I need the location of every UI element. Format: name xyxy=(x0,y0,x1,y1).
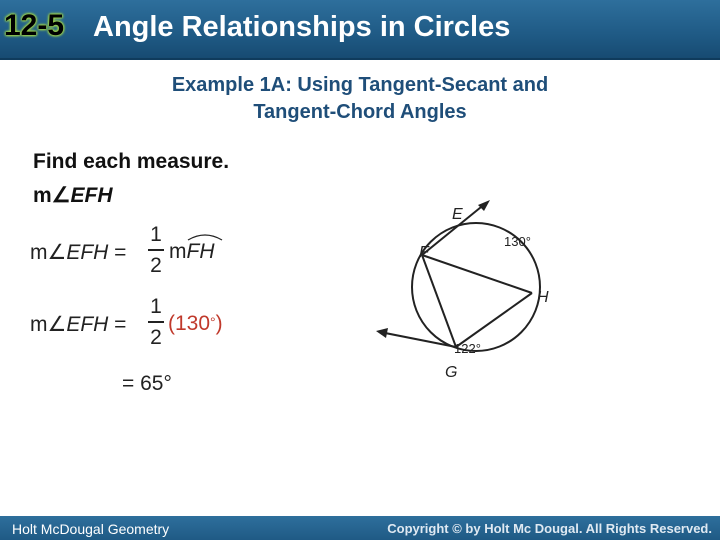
step2-equals: = xyxy=(114,313,127,336)
step2-m: m xyxy=(30,313,48,336)
angle-name: EFH xyxy=(70,184,113,207)
label-F: F xyxy=(419,244,429,261)
footer-bar xyxy=(0,516,720,540)
step2-close-paren: ) xyxy=(215,312,223,335)
problem-prompt: Find each measure. xyxy=(33,150,230,173)
step1-angle-name: EFH xyxy=(66,241,109,264)
label-E: E xyxy=(452,206,463,223)
step2-open-paren: ( xyxy=(168,312,175,335)
header-bar xyxy=(0,0,720,58)
lesson-number: 12-5 xyxy=(4,9,65,42)
step2-degree: ° xyxy=(210,314,216,330)
step2-fraction-bar xyxy=(148,321,164,323)
chord-FG xyxy=(422,255,456,347)
step1-denominator: 2 xyxy=(150,254,162,277)
problem-angle xyxy=(33,183,113,208)
step1-m: m xyxy=(30,241,48,264)
step2-angle-symbol: ∠ xyxy=(47,313,67,336)
step1-angle-symbol: ∠ xyxy=(47,241,67,264)
step1-fraction-bar xyxy=(148,249,164,251)
arc-FH-measure: 130° xyxy=(504,234,531,249)
tangent-G xyxy=(380,332,456,347)
chord-GH xyxy=(456,293,532,347)
angle-prefix: m xyxy=(33,184,52,207)
header-divider xyxy=(0,58,720,60)
arrow-E-icon xyxy=(478,200,490,211)
label-G: G xyxy=(445,364,458,381)
chord-FH xyxy=(422,255,532,293)
step1-arc-name: FH xyxy=(186,240,215,263)
step2-value: 130 xyxy=(175,312,211,335)
example-title-line1: Example 1A: Using Tangent-Secant and xyxy=(171,74,549,96)
step3-result xyxy=(122,372,172,396)
step3-equals: = xyxy=(122,372,135,395)
step3-value: 65° xyxy=(140,372,172,395)
step2-lhs xyxy=(30,312,126,337)
label-H: H xyxy=(537,289,549,306)
step1-rhs xyxy=(169,240,215,264)
circle-diagram xyxy=(370,195,570,385)
arc-GH-measure: 122° xyxy=(454,341,481,356)
example-title xyxy=(0,72,720,126)
step2-denominator: 2 xyxy=(150,326,162,349)
footer-copyright: Copyright © by Holt Mc Dougal. All Rights Reserved. xyxy=(387,521,712,536)
footer-book-title: Holt McDougal Geometry xyxy=(12,521,170,537)
step1-rhs-m: m xyxy=(169,240,187,263)
step2-angle-name: EFH xyxy=(66,313,109,336)
arrow-tangent-icon xyxy=(376,328,388,338)
lesson-title: Angle Relationships in Circles xyxy=(93,11,511,43)
step1-numerator: 1 xyxy=(150,223,162,246)
step2-rhs xyxy=(168,312,223,336)
step1-equals: = xyxy=(114,241,127,264)
step2-numerator: 1 xyxy=(150,295,162,318)
step1-lhs xyxy=(30,240,126,265)
angle-symbol: ∠ xyxy=(51,184,71,207)
example-title-line2: Tangent-Chord Angles xyxy=(253,101,467,123)
arc-symbol-icon xyxy=(186,232,226,242)
